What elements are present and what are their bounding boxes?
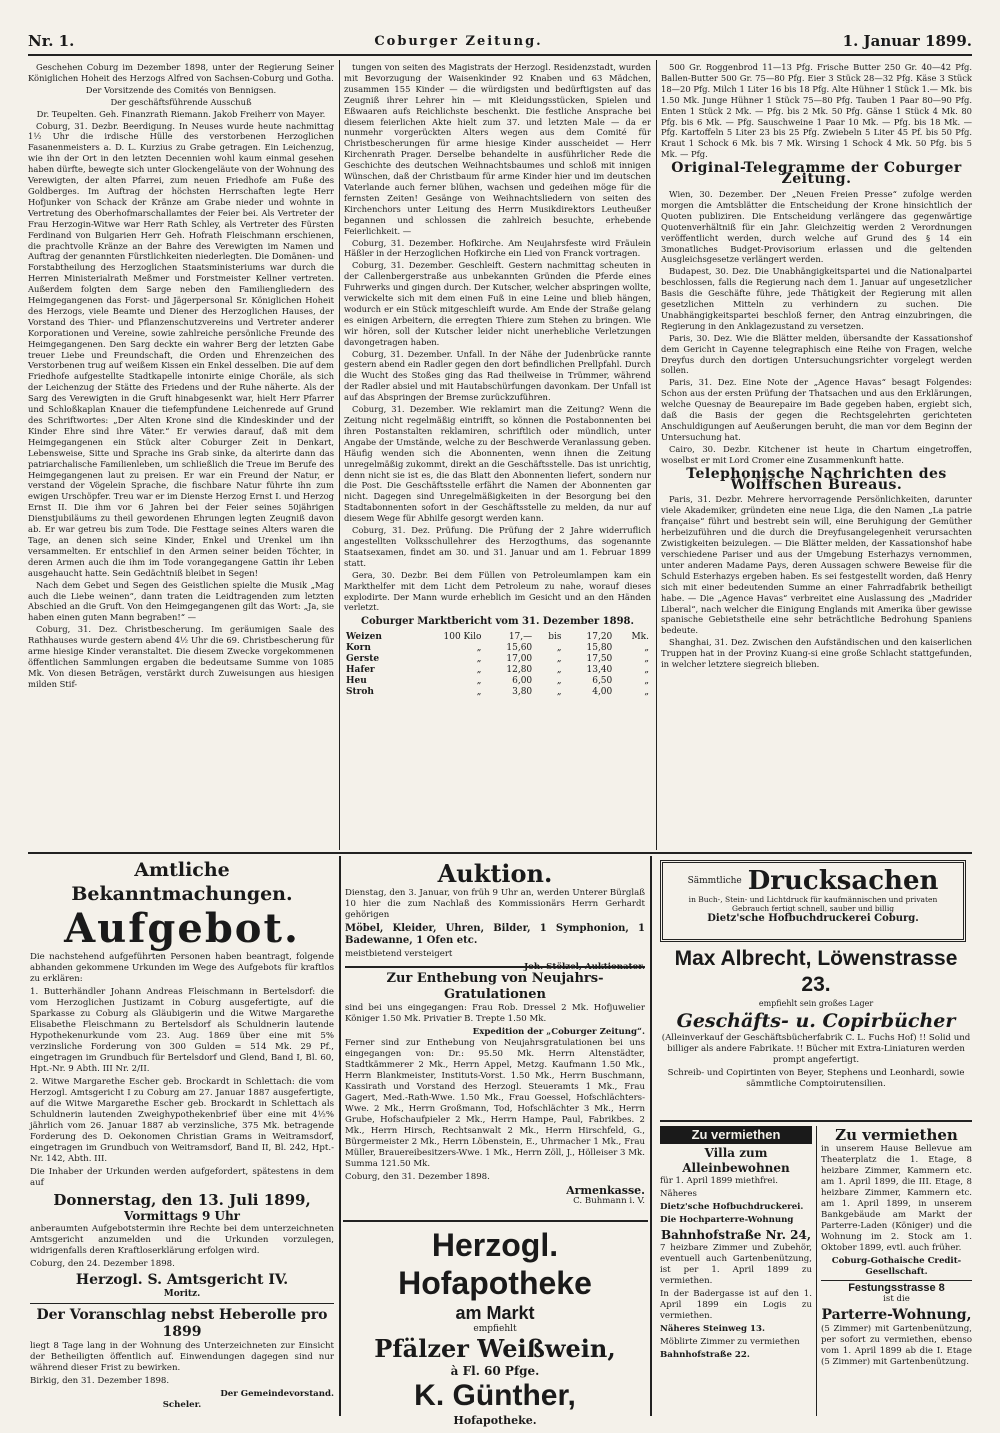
ad-firm: K. Günther, bbox=[414, 1379, 576, 1412]
ad-text: empfiehlt bbox=[473, 1324, 517, 1334]
market-cell: „ bbox=[644, 643, 649, 654]
ad-subline: am Markt bbox=[455, 1303, 535, 1323]
market-report-title: Coburger Marktbericht vom 31. Dezember 1898. bbox=[360, 616, 634, 628]
column-divider bbox=[656, 60, 657, 850]
ad-text: Birkig, den 31. Dezember 1898. bbox=[30, 1376, 170, 1386]
market-cell: 17,50 bbox=[586, 654, 613, 665]
rental-ad-villa bbox=[660, 1126, 812, 1416]
ad-text: (5 Zimmer) mit Gartenbenützung, per sofort zu vermiethen, ebenso vom 1. April 1899 ab die I. Etage (5 Zimmer) mit Gartenbenützung. bbox=[821, 1324, 972, 1367]
telegram: Paris, 30. Dez. Wie die Blätter melden, übersandte der Kassationshof dem Gericht in Cayenne telegraphisch eine Reihe von Fragen, welche Dreyfus durch den dortigen Untersuchungsrichter vorgelegt werden sollen. bbox=[661, 332, 972, 376]
printing-ad bbox=[660, 860, 966, 942]
market-cell: 15,80 bbox=[586, 643, 613, 654]
column-divider bbox=[650, 856, 652, 1416]
ad-signature: Der Gemeindevorstand. bbox=[220, 1389, 334, 1399]
article-christbescherung: Coburg, 31. Dez. Christbescherung. Im geräumigen Saale des Rathhauses wurde gestern abend 4½ Uhr die 69. Christbescherung für arme hiesige Kinder veranstaltet. Die diesem Zwecke vorgekommenen öffentlichen Sammlungen ergaben die bedeutsame Summe von 1085 Mk. Von diesen Beträgen, verstärkt durch Zuweisungen aus hiesigen milden Stif- bbox=[28, 624, 334, 689]
ad-headline: Zu vermiethen bbox=[835, 1126, 958, 1144]
section-heading: Telephonische Nachrichten des Wolffschen Bureaus. bbox=[686, 465, 947, 493]
market-cell: 4,00 bbox=[592, 686, 613, 697]
ad-text: empfiehlt sein großes Lager bbox=[758, 999, 874, 1008]
ad-firm: Dietz'sche Hofbuchdruckerei. bbox=[660, 1202, 804, 1212]
ad-headline: Max Albrecht, Löwenstrasse 23. bbox=[674, 947, 958, 996]
ad-text: anberaumten Aufgebotstermin ihre Rechte bei dem unterzeichneten Amtsgericht anzumelden und die Urkunden vorzulegen, widrigenfalls deren Kraftloserklärung erfolgen wird. bbox=[30, 1224, 334, 1256]
market-cell: 3,80 bbox=[512, 686, 533, 697]
article-pruefung: Coburg, 31. Dez. Prüfung. Die Prüfung der 2 Jahre widerruflich angestellten Volksschullehrer des Herzogthums, das sogenannte Staatsexamen, findet am 30. und 31. Januar und am 1. Februar 1899 statt. bbox=[344, 525, 651, 568]
market-cell: „ bbox=[476, 643, 482, 654]
ad-signature: Expedition der „Coburger Zeitung“. bbox=[472, 1027, 645, 1037]
ad-text: Coburg, den 24. Dezember 1898. bbox=[30, 1259, 175, 1269]
market-cell: 13,40 bbox=[586, 664, 613, 675]
ad-headline: Drucksachen bbox=[747, 866, 939, 896]
market-cell: „ bbox=[644, 686, 649, 697]
article-beerdigung: Coburg, 31. Dezbr. Beerdigung. In Neuses wurde heute nachmittag 1½ Uhr die irdische Hülle des verstorbenen Herzoglichen Fasanenmeisters a. D. L. Kurzius zu Grabe getragen. Ein Leichenzug, wie ihn der Ort in den letzten Decennien wohl kaum einmal gesehen haben dürfte, bewegte sich unter Glockengeläute von der Wohnung des Verewigten, der alten Pfarrei, zum neuen Friedhofe am Fuße des Goldberges. Im Auftrag der höchsten Herrschaften legte Herr Hofjunker von Schack der Kränze am Grabe nieder und wohnte in Vertretung des Oberhofmarschallamtes der Feier bei. Als Vertreter der Frau Herzogin-Witwe war Herr Rath Schley, als Vertreter des Fürsten Ferdinand von Bulgarien Herr Geh. Hofrath Fleischmann erschienen, die prachtvolle Kränze an der Bahre des Verewigten im Namen und Auftrag der genannten Fürstlichkeiten niederlegten. Die Domänen- und Forstabtheilung des Herzoglichen Staatsministeriums war durch die Herren Ministerialrath Meßmer und Forstmeister Kellner vertreten. Außerdem folgten dem Sarge neben den Familiengliedern des Heimgegangenen das Forst- und Jägerpersonal Sr. Königlichen Hoheit des Herzogs, viele Beamte und Diener des Herzoglichen Hauses, der Vorstand des Thier- und Pflanzenschutzvereins und Vertreter anderer Korporationen und Vereine, sowie zahlreiche persönliche Freunde des Heimgegangenen. Den Sarg deckte ein wahrer Berg der letzten Gabe treuer Liebe und Freundschaft, die Orden und Ehrenzeichen des Verstorbenen trug auf weißem Kissen ein Enkel desselben. Die auf dem Friedhofe aufgestellte Stadtkapelle intonirte einige Choräle, als sich der Leichenzug der Stätte des Friedens und der Ruhe näherte. Als der Sarg des Verewigten in die Gruft hinabgesenkt war, hielt Herr Pfarrer und Schloßkaplan Knauer die tiefempfundene Leichenrede auf Grund des Schriftwortes: „Der Alten Krone sind die Kindeskinder und der Kinder Ehre sind ihre Väter.“ Er verwies darauf, daß mit dem Heimgegangenen ein Stück alter Coburger Zeit in Denkart, Lebensweise, Sitte und Sprache ins Grab sinke, da alterirte dann das patriarchalische Familienleben, um schließlich die Treue im Berufe des Heimgegangenen laut zu preisen. Er war ein Freund der Natur, er verstand der Vögelein Sprache, die fischbare Natur führte ihn zum ewigen Urschöpfer. Treu war er im Dienste Herzog Ernst I. und Herzog Ernst II. Die ihm vor 6 Jahren bei der Feier seines 50jährigen Dienstjubiläums zu theil gewordenen Ehrungen legten Zeugniß davon ab. Er war getreu bis zum Tode. Die Festtage seines Alters waren die Tage, an denen sich seine Kinder, Enkel und Urenkel um ihn versammelten. Er entschlief in den Armen seiner beiden Töchter, in deren Armen auch die ihm im Tode vorangegangene Gattin ihr Leben ausgehaucht hatte. Sein Gedächtniß bleibet in Segen! bbox=[28, 120, 334, 578]
issue-number: Nr. 1. bbox=[28, 32, 75, 50]
market-commodity: Gerste bbox=[346, 654, 380, 665]
ad-text: Möblirte Zimmer zu vermiethen bbox=[660, 1337, 800, 1347]
market-report-table bbox=[344, 632, 651, 697]
ad-banner: Zu vermiethen bbox=[660, 1126, 812, 1144]
market-row bbox=[344, 654, 651, 665]
ad-headline: Zur Enthebung von Neujahrs-Gratulationen bbox=[386, 971, 604, 1002]
ad-signature: Joh. Stölzel, Auktionator. bbox=[524, 962, 645, 972]
ad-product: Pfälzer Weißwein, bbox=[374, 1334, 616, 1363]
ad-title: Der Voranschlag nebst Heberolle pro 1899 bbox=[36, 1307, 328, 1340]
market-cell: „ bbox=[556, 664, 562, 675]
ad-firm: Coburg-Gothaische Credit-Gesellschaft. bbox=[831, 1256, 962, 1277]
ad-firm-sub: Hofapotheke. bbox=[453, 1414, 537, 1427]
ad-text: (Alleinverkauf der Geschäftsbücherfabrik C. L. Fuchs Hof) !! Solid und billiger als andere Fabrikate. !! Bücher mit Extra-Liniaturen werden prompt angefertigt. bbox=[661, 1033, 971, 1065]
market-cell: „ bbox=[476, 675, 482, 686]
ad-street: Festungsstrasse 8 bbox=[848, 1282, 945, 1294]
ad-divider bbox=[660, 1120, 972, 1122]
telegram: Wien, 30. Dezember. Der „Neuen Freien Presse“ zufolge werden morgen die Amtsblätter die Entscheidung der Krone hinsichtlich der Quoten publiziren. Die Entscheidung verlängere das gegenwärtige Quotenverhältniß für ein Jahr. Gleichzeitig werden 2 Verordnungen veröffentlicht werden, durch welche auf Grund des § 14 ein 3monatliches Budget-Provisorium erlassen und die geltenden Ausgleichsgesetze verlängert werden. bbox=[661, 188, 972, 265]
ad-price: à Fl. 60 Pfge. bbox=[450, 1364, 540, 1378]
market-commodity: Korn bbox=[346, 643, 371, 654]
column-divider bbox=[339, 856, 341, 1416]
section-heading: Original-Telegramme der Coburger Zeitung. bbox=[671, 160, 962, 188]
ad-text: Die Inhaber der Urkunden werden aufgefordert, spätestens in dem auf bbox=[30, 1167, 334, 1188]
market-cell: „ bbox=[476, 654, 482, 665]
market-cell: 6,00 bbox=[512, 675, 533, 686]
market-cell: „ bbox=[556, 675, 562, 686]
ad-text: Sämmtliche bbox=[687, 876, 742, 886]
article-paragraph: tungen von seiten des Magistrats der Herzogl. Residenzstadt, wurden mit Bevorzugung der Waisenkinder 92 Knaben und 63 Mädchen, zusammen 155 Kinder — die würdigsten und bedürftigsten auf das Zeugniß ihrer Lehrer hin — mit Kleidungsstücken, Spielen und Eßwaaren aufs Reichlichste beschenkt. Die festliche Ansprache bei diesem feierlichen Akte hielt zum 37. und letzten Male — da er nunmehr vorgerückten Alters wegen aus dem Comité für Christbescherungen für arme hiesige Kinder ausscheidet — Herr Kirchenrath Prager. Derselbe behandelte in ausführlicher Rede die Geschichte des deutschen Weihnachtsbaumes und schloß mit innigen Wünschen, daß der Christbaum für arme Kinder hier und im deutschen Vaterlande auch ferner blühen, wachsen und gedeihen möge für die fernsten Zeiten! Gesänge von Weihnachtsliedern von seiten des Kirchenchors unter Leitung des Herrn Musikdirektors Leutheußer begannen und schlossen die zahlreich besuchte, erhebende Feierlichkeit. — bbox=[344, 62, 651, 236]
ad-text: Bahnhofstraße 22. bbox=[660, 1350, 750, 1360]
article-unfall: Coburg, 31. Dezember. Unfall. In der Nähe der Judenbrücke rannte gestern abend ein Radler gegen den dort befindlichen Prellpfahl. Durch die Wucht des Stoßes ging das Rad theilweise in Trümmer, während der Radler absiel und mit Hautabschürfungen davonkam. Der Unfall ist auf das Abspringen der Bremse zurückzuführen. bbox=[344, 348, 651, 403]
market-cell: 17,20 bbox=[586, 632, 613, 643]
article-paragraph: Geschehen Coburg im Dezember 1898, unter der Regierung Seiner Königlichen Hoheit des Herzogs Alfred von Sachsen-Coburg und Gotha. bbox=[28, 62, 334, 83]
signature-line: Der geschäftsführende Ausschuß bbox=[110, 96, 252, 107]
ad-text: liegt 8 Tage lang in der Wohnung des Unterzeichneten zur Einsicht der Betheiligten öffentlich auf. Einwendungen dagegen sind nur während dieser Frist zu bewirken. bbox=[30, 1341, 334, 1373]
telegram: Paris, 31. Dezbr. Mehrere hervorragende Persönlichkeiten, darunter viele Akademiker, gründeten eine neue Liga, die den Namen „La patrie française“ führt und bestrebt sein will, eine Beruhigung der Gemüther herbeizuführen und die durch die Dreyfusangelegenheit verursachten Zwistigkeiten beizulegen. — Die Blätter melden, der Kassationshof habe verschiedene Pariser und aus der Umgebung Esterhazys vernommen, unter anderen Madame Pays, deren Aussagen schwere Beweise für die Schuld Esterhazys ergeben haben. Es sei festgestellt worden, daß Henry sich mit einer bedeutenden Summe an einer Fahrradfabrik betheiligt habe. — Die „Agence Havas“ verbreitet eine Auslassung des „Madrider Liberal“, nach welcher die Einigung Englands mit Amerika über gewisse spanische Gebietstheile eine sehr beträchtliche Bedrohung Spaniens bedeute. bbox=[661, 494, 972, 636]
market-commodity: Hafer bbox=[346, 664, 375, 675]
market-cell: bis bbox=[548, 632, 562, 643]
signature-line: Dr. Teupelten. Geh. Finanzrath Riemann. Jakob Freiherr von Mayer. bbox=[36, 108, 326, 119]
market-prices: 500 Gr. Roggenbrod 11—13 Pfg. Frische Butter 250 Gr. 40—42 Pfg. Ballen-Butter 500 Gr. 75—80 Pfg. Eier 3 Stück 28—32 Pfg. Käse 3 Stück 18—20 Pfg. Milch 1 Liter 16 bis 18 Pfg. Alte Hühner 1 Stück 1.— Mk. bis 1.50 Mk. Junge Hühner 1 Stück 75—80 Pfg. Tauben 1 Paar 80—90 Pfg. Enten 1 Stück 2 Mk. — Pfg. bis 2 Mk. 50 Pfg. Gänse 1 Stück 4 Mk. 80 Pfg. bis 6 Mk. — Pfg. Sauschweine 1 Paar 10 Mk. — Pfg. bis 18 Mk. — Pfg. Kartoffeln 5 Liter 23 bis 25 Pfg. Zwiebeln 5 Liter 45 Pf. bis 50 Pfg. Kraut 1 Schock 6 Mk. bis 7 Mk. Wirsing 1 Schock 4 Mk. 50 Pfg. bis 5 Mk. — Pfg. bbox=[661, 62, 972, 160]
ad-text: in unserem Hause Bellevue am Theaterplatz die 1. Etage, 8 heizbare Zimmer, Kammern etc. am 1. April 1899, die III. Etage, 8 heizbare Zimmer, Kammern etc. am 1. April 1899, in unserem Bankgebäude am Markt der Parterre-Laden (Königer) und die Wohnung im 2. Stock am 1. Oktober 1899, evtl. auch früher. bbox=[821, 1144, 972, 1253]
ad-items: Möbel, Kleider, Uhren, Bilder, 1 Symphonion, 1 Badewanne, 1 Ofen etc. bbox=[345, 923, 645, 946]
ad-street: Bahnhofstraße Nr. 24, bbox=[660, 1228, 811, 1242]
ad-text: meistbietend versteigert bbox=[345, 949, 453, 959]
new-year-ad bbox=[345, 966, 645, 1216]
masthead-rule bbox=[28, 54, 972, 56]
ad-headline: Aufgebot. bbox=[64, 905, 300, 952]
market-cell: 6,50 bbox=[592, 675, 613, 686]
ad-product: Geschäfts- u. Copirbücher bbox=[676, 1010, 956, 1032]
ad-text: Coburg, den 31. Dezember 1898. bbox=[345, 1172, 490, 1182]
section-divider bbox=[28, 852, 972, 854]
ad-text: Schreib- und Copirtinten von Beyer, Stephens und Leonhardi, sowie sämmtliche Comptoirutensilien. bbox=[667, 1068, 965, 1089]
signature-line: Der Vorsitzende des Comités von Bennigsen. bbox=[85, 84, 277, 95]
telegram: Paris, 31. Dez. Eine Note der „Agence Havas“ besagt Folgendes: Schon aus der ersten Prüfung der Thatsachen und aus den Erklärungen, welche Quesnay de Beaurepaire im Bade gegeben haben, ergiebt sich, daß die Basis der gegen die Rechtsgelehrten gerichteten Anschuldigungen auf Aeußerungen beruht, die man vor dem Beginn der Untersuchung hat. bbox=[661, 377, 972, 442]
market-cell: „ bbox=[476, 686, 482, 697]
market-row bbox=[344, 643, 651, 654]
market-commodity: Stroh bbox=[346, 686, 374, 697]
ad-text: Näheres Steinweg 13. bbox=[660, 1324, 765, 1334]
ad-text: Die nachstehend aufgeführten Personen haben beantragt, folgende abhanden gekommene Urkunden im Wege des Aufgebots für kraftlos zu erklären: bbox=[30, 952, 334, 984]
ad-time: Vormittags 9 Uhr bbox=[123, 1209, 240, 1223]
market-cell: „ bbox=[476, 664, 482, 675]
ad-text: für 1. April 1899 miethfrei. bbox=[660, 1176, 778, 1186]
ad-text: 7 heizbare Zimmer und Zubehör, eventuell auch Gartenbenützung, ist per 1. April 1899 zu vermiethen. bbox=[660, 1243, 812, 1286]
market-cell: 17,00 bbox=[506, 654, 533, 665]
ad-text: Näheres bbox=[660, 1189, 697, 1199]
ad-text: Ferner sind zur Enthebung von Neujahrsgratulationen bei uns eingegangen von: Dr.: 95.50 Mk. Herrn Altenstädter, Stadtkämmerer 2 Mk., Herrn Appel, Metzg. Kaufmann 1.50 Mk., Herrn Blankmeister, Instituts-Vorst. 1.50 Mk., Herrn Buschmann, Kassirath und Vorstand des Herzogl. Steueramts 1 Mk., Frau Gagert, Med.-Rath-Wwe. 1.50 Mk., Frau Goessel, Hofschlächters-Wwe. 2 Mk., Herrn Großmann, Tod, Hofschlächter 3 Mk., Herrn Grube, Hofschaufpieler 2 Mk., Herrn Hampe, Paul, Fabrikbes. 2 Mk., Herrn Hirsch, Rechtsanwalt 2 Mk., Herrn Hirschfeld, G., Bürgermeister 2 Mk., Herrn Löbenstein, E., Uhrmacher 1 Mk., Frau Müller, Brauereibesitzers-Wwe. 1 Mk., Herrn Zöll, J., Hölleiser 3 Mk. Summa 121.50 Mk. bbox=[345, 1038, 645, 1169]
newspaper-name: Coburger Zeitung. bbox=[374, 33, 543, 49]
ad-signature: Armenkasse. bbox=[566, 1184, 645, 1197]
ad-divider bbox=[343, 1220, 648, 1222]
official-notices-ad bbox=[30, 858, 334, 1414]
ad-date: Donnerstag, den 13. Juli 1899, bbox=[53, 1191, 311, 1209]
market-row bbox=[344, 665, 651, 676]
market-commodity: Heu bbox=[346, 675, 367, 686]
ad-headline: Villa zum Alleinbewohnen bbox=[682, 1146, 790, 1175]
market-row bbox=[344, 676, 651, 687]
article-gera: Gera, 30. Dezbr. Bei dem Füllen von Petroleumlampen kam ein Markthelfer mit dem Licht dem Petroleum zu nahe, worauf dieses explodirte. Der Mann wurde erheblich im Gesicht und an den Händen verletzt. bbox=[344, 569, 651, 613]
market-row bbox=[344, 687, 651, 698]
stationery-ad bbox=[660, 946, 972, 1116]
ad-firm: Dietz'sche Hofbuchdruckerei Coburg. bbox=[707, 913, 919, 924]
article-paragraph: Nach dem Gebet und Segen des Geistlichen spielte die Musik „Mag auch die Liebe weinen“, dann traten die Leidtragenden zum letzten Abschied an die Gruft. Von den Heimgegangenen gilt das Wort: „Ja, sie haben einen guten Mann begraben!“ — bbox=[28, 579, 334, 623]
pharmacy-ad bbox=[345, 1226, 645, 1427]
telegram: Budapest, 30. Dez. Die Unabhängigkeitspartei und die Nationalpartei beschlossen, falls die Regierung nach dem 1. Januar auf ungesetzlicher Basis die Geschäfte führe, jede Thätigkeit der Regierung mit allen gesetzlichen Mitteln zu verhindern zu suchen. Die Unabhängigkeitspartei beschloß ferner, den Antrag einzubringen, die Regierung in den Anklagezustand zu versetzen. bbox=[661, 266, 972, 331]
market-cell: „ bbox=[556, 643, 562, 654]
ad-text: Dienstag, den 3. Januar, von früh 9 Uhr an, werden Unterer Bürglaß 10 hier die zum Nachlaß des Kommissionärs Herrn Gerhardt gehörigen bbox=[345, 888, 645, 920]
ad-signature: Moritz. bbox=[163, 1289, 201, 1299]
ad-headline: Herzogl. Hofapotheke bbox=[398, 1227, 592, 1301]
market-cell: Mk. bbox=[631, 632, 649, 643]
article-column-1 bbox=[28, 62, 334, 850]
article-column-3 bbox=[661, 62, 972, 850]
article-zeitung: Coburg, 31. Dezember. Wie reklamirt man die Zeitung? Wenn die Zeitung nicht regelmäßig eintrifft, so können die Postabonnenten bei ihren Postanstalten reklamiren, schriftlich oder mündlich, unter Angabe der Umstände, welche zu der Beschwerde Veranlassung geben. Häufig wenden sich die Abonnenten, wenn ihnen die Zeitung unregelmäßig zukommt, direkt an die Geschäftsstelle. Das ist unrichtig, denn nicht sie ist es, die das Blatt den Abonnenten liefert, sondern nur die Post. Die Geschäftsstelle erfährt die Namen der Abonnenten gar nicht. Dagegen sind Unregelmäßigkeiten in der Besorgung bei den Stadtabonnenten sofort in der Geschäftsstelle zu melden, da nur auf diesem Wege für Abhilfe gesorgt werden kann. bbox=[344, 404, 651, 524]
telegram: Shanghai, 31. Dez. Zwischen den Aufständischen und den kaiserlichen Truppen hat in der Provinz Kuang-si eine große Schlacht stattgefunden, in welcher letztere siegreich blieben. bbox=[661, 637, 972, 670]
ad-headline: Auktion. bbox=[437, 859, 553, 888]
auction-ad bbox=[345, 859, 645, 972]
market-cell: 100 Kilo bbox=[443, 632, 482, 643]
article-geschleift: Coburg, 31. Dezember. Geschleift. Gestern nachmittag scheuten in der Callenbergerstraße aus unbekannten Gründen die Pferde eines Fuhrwerks und gingen durch. Der Kutscher, welcher abspringen wollte, verwickelte sich mit dem einen Fuß in eine Leine und blieb hängen, wodurch er ein Stück mitgeschleift wurde. Am Ende der Straße gelang es einigen Arbeitern, die erregten Thiere zum Stehen zu bringen. Wie wir hören, soll der Kutscher leider nicht unerhebliche Verletzungen davongetragen haben. bbox=[344, 260, 651, 347]
ad-text: in Buch-, Stein- und Lichtdruck für kaufmännischen und privaten Gebrauch fertigt schnell, sauber und billig bbox=[688, 895, 938, 913]
market-cell: „ bbox=[556, 686, 562, 697]
telegram: Cairo, 30. Dezbr. Kitchener ist heute in Chartum eingetroffen, woselbst er mit Lord Cromer eine Zusammenkunft hatte. bbox=[661, 443, 972, 465]
column-divider bbox=[816, 1126, 817, 1416]
ad-title: Amtliche Bekanntmachungen. bbox=[71, 859, 293, 905]
ad-text: 2. Witwe Margarethe Escher geb. Brockardt in Schlettach: die vom Herzogl. Amtsgericht I zu Coburg am 27. Januar 1887 ausgefertigte, auf die Witwe Margarethe Escher geb. Brockardt in Schlettach als Schuldnerin lautenden Zweighypothekenbrief über eine mit 4½% jährlich vom 26. Januar 1887 ab verzinsliche, 375 Mk. betragende Forderung des D. Oekonomen Christian Grams in Weitramsdorf, eingetragen im Grundbuch von Weitramsdorf, Band II, Bl. 242, Hpt.-Nr. 142, Abth. III. bbox=[30, 1077, 334, 1164]
market-commodity: Weizen bbox=[346, 632, 382, 643]
masthead bbox=[28, 30, 972, 52]
ad-text: 1. Butterhändler Johann Andreas Fleischmann in Bertelsdorf: die vom Herzoglichen Justizamt in Coburg ausgefertigte, auf die Sparkasse zu Coburg als Gläubigerin und die Witwe Margarethe Elisabethe Fleischmann zu Bertelsdorf als Schuldnerin lautende Hypothekenurkunde vom 23. Aug. 1869 über eine mit 5% verzinsliche Forderung von 300 Gulden = 514 Mk. 29 Pf., eingetragen im Grundbuch für Bertelsdorf und Glend, Band I, Bl. 60, Hpt.-Nr. 9 Abth. III Nr. 2/II. bbox=[30, 987, 334, 1074]
market-cell: „ bbox=[644, 664, 649, 675]
column-divider bbox=[339, 60, 340, 850]
article-column-2 bbox=[344, 62, 651, 850]
market-cell: 15,60 bbox=[506, 643, 533, 654]
ad-text: sind bei uns eingegangen: Frau Rob. Dressel 2 Mk. Hofjuwelier Königer 1.50 Mk. Privatier B. Trepte 1.50 Mk. bbox=[345, 1003, 645, 1024]
rental-ad-bellevue bbox=[821, 1126, 972, 1416]
market-cell: „ bbox=[556, 654, 562, 665]
article-hofkirche: Coburg, 31. Dezember. Hofkirche. Am Neujahrsfeste wird Fräulein Häßler in der Herzoglichen Hofkirche ein Lied von Franck vortragen. bbox=[344, 237, 651, 259]
market-cell: „ bbox=[644, 654, 649, 665]
market-row bbox=[344, 632, 651, 643]
ad-signature: Scheler. bbox=[162, 1400, 202, 1410]
market-cell: „ bbox=[644, 675, 649, 686]
ad-court: Herzogl. S. Amtsgericht IV. bbox=[75, 1272, 289, 1288]
ad-signature: C. Buhmann i. V. bbox=[573, 1196, 645, 1206]
market-cell: 12,80 bbox=[506, 664, 533, 675]
issue-date: 1. Januar 1899. bbox=[842, 32, 972, 50]
ad-headline: Parterre-Wohnung, bbox=[821, 1307, 972, 1323]
market-cell: 17,— bbox=[508, 632, 533, 643]
ad-text: Die Hochparterre-Wohnung bbox=[660, 1215, 794, 1225]
ad-text: In der Badergasse ist auf den 1. April 1899 ein Logis zu vermiethen. bbox=[660, 1289, 812, 1321]
ad-text: ist die bbox=[883, 1294, 910, 1304]
